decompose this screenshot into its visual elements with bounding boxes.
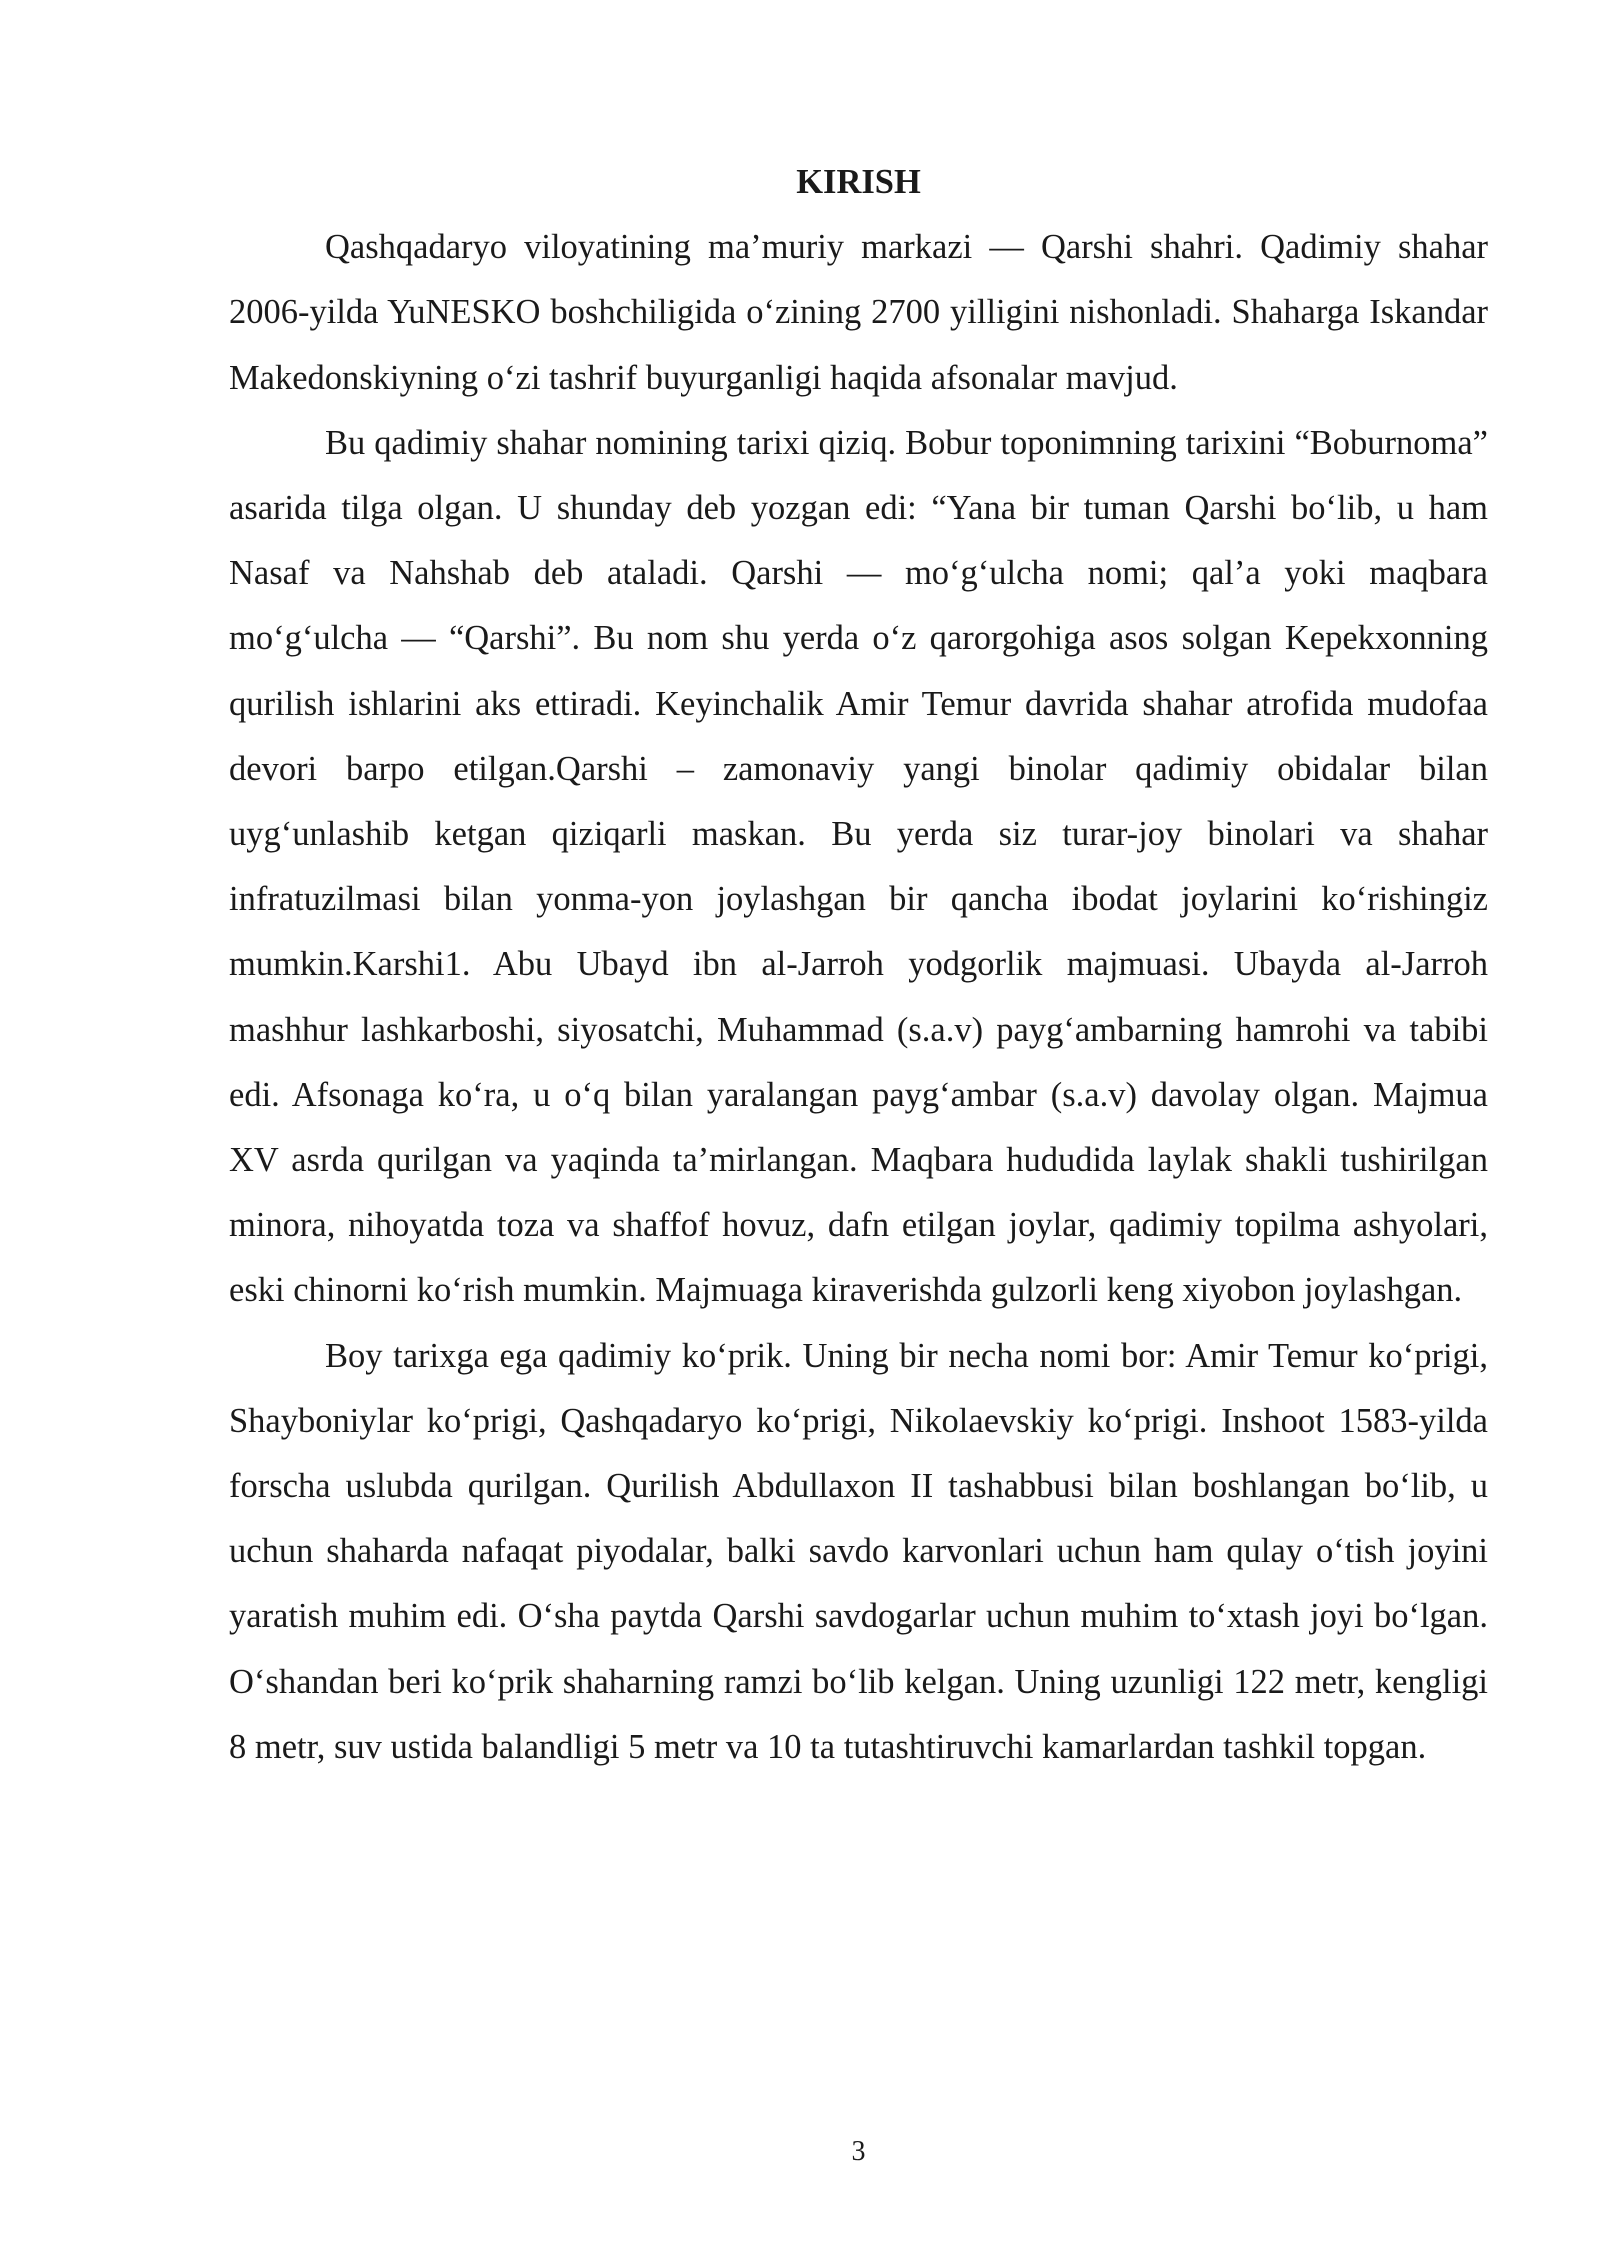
paragraph-intro: Qashqadaryo viloyatining ma’muriy markazi — Qarshi shahri. Qadimiy shahar 2006-yilda YuNESKO boshchiligida oʻzining 2700 yilligini nishonladi. Shaharga Iskandar Makedonskiyning oʻzi tashrif buyurganligi haqida afsonalar mavjud. (229, 228, 1488, 397)
paragraph-city-name-history: Bu qadimiy shahar nomining tarixi qiziq. Bobur toponimning tarixini “Boburnoma” asarida tilga olgan. U shunday deb yozgan edi: “Yana bir tuman Qarshi boʻlib, u ham Nasaf va Nahshab deb ataladi. Qarshi — moʻgʻulcha nomi; qal’a yoki maqbara moʻgʻulcha — “Qarshi”. Bu nom shu yerda oʻz qarorgohiga asos solgan Kepekxonning qurilish ishlarini aks ettiradi. Keyinchalik Amir Temur davrida shahar atrofida mudofaa devori barpo etilgan.Qarshi – zamonaviy yangi binolar qadimiy obidalar bilan uygʻunlashib ketgan qiziqarli maskan. Bu yerda siz turar-joy binolari va shahar infratuzilmasi bilan yonma-yon joylashgan bir qancha ibodat joylarini koʻrishingiz mumkin.Karshi1. Abu Ubayd ibn al-Jarroh yodgorlik majmuasi. Ubayda al-Jarroh mashhur lashkarboshi, siyosatchi, Muhammad (s.a.v) paygʻambarning hamrohi va tabibi edi. Afsonaga koʻra, u oʻq bilan yaralangan paygʻambar (s.a.v) davolay olgan. Majmua XV asrda qurilgan va yaqinda ta’mirlangan. Maqbara hududida laylak shakli tushirilgan minora, nihoyatda toza va shaffof hovuz, dafn etilgan joylar, qadimiy topilma ashyolari, eski chinorni koʻrish mumkin. Majmuaga kiraverishda gulzorli keng xiyobon joylashgan. (229, 423, 1488, 1310)
paragraph-ancient-bridge: Boy tarixga ega qadimiy koʻprik. Uning bir necha nomi bor: Amir Temur koʻprigi, Shayboniylar koʻprigi, Qashqadaryo koʻprigi, Nikolaevskiy koʻprigi. Inshoot 1583-yilda forscha uslubda qurilgan. Qurilish Abdullaxon II tashabbusi bilan boshlangan boʻlib, u uchun shaharda nafaqat piyodalar, balki savdo karvonlari uchun ham qulay oʻtish joyini yaratish muhim edi. Oʻsha paytda Qarshi savdogarlar uchun muhim toʻxtash joyi boʻlgan. Oʻshandan beri koʻprik shaharning ramzi boʻlib kelgan. Uning uzunligi 122 metr, kengligi 8 metr, suv ustida balandligi 5 metr va 10 ta tutashtiruvchi kamarlardan tashkil topgan. (229, 1336, 1488, 1766)
document-title: KIRISH (796, 163, 921, 201)
page-content (229, 150, 1488, 1780)
page-number: 3 (851, 2136, 866, 2167)
